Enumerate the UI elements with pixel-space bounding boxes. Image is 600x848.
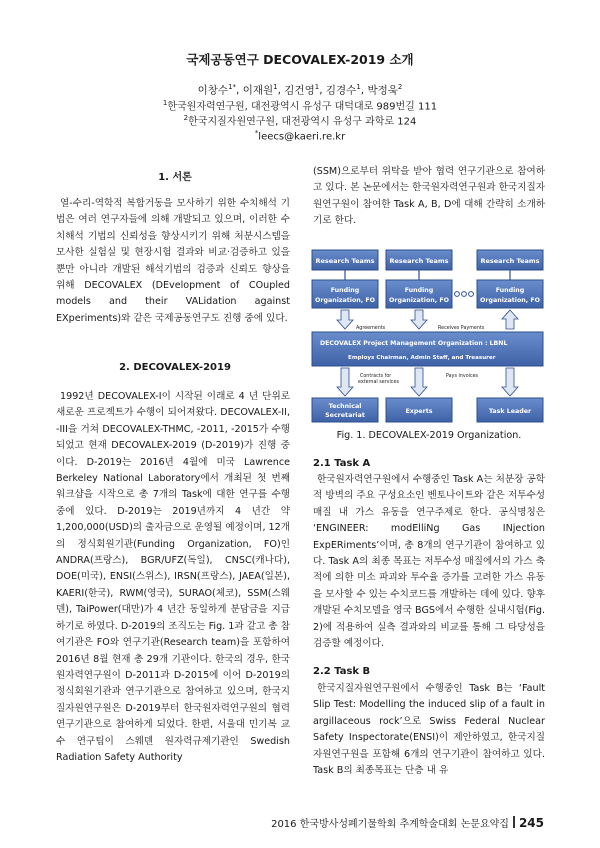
- affiliation-1: $^1$한국원자력연구원, 대전광역시 유성구 대덕대로 989번길 111: [162, 99, 438, 113]
- right-top-text: (SSM)으로부터 위탁을 받아 협력 연구기관으로 참여하고 있다. 본 논문에서는 한국원자력연구원과 한국지질자원연구원이 참여한 Task A, B, D에 대해 간략히 소개하기로 한다.: [313, 166, 545, 227]
- svg-text:Organization, FO: Organization, FO: [315, 297, 375, 304]
- receives-payments-label: Receives Payments: [438, 326, 485, 331]
- intro-text: 열-수리-역학적 복합거동을 모사하기 위한 수치해석 기법은 여러 연구자들에 의해 개발되고 있으며, 이러한 수치해석 기법의 신뢰성을 향상시키기 위해 처분시스템을 모사한 실험실 및 현장시험 결과와 비교·검증하고 있을 뿐만 아니라 개발된 해석기법의 검증과 신뢰도 향상을 위해 DECOVALEX (DEvelopment of COupled models and their VALidation against EXperiments)와 같은 국제공동연구도 진행 중에 있다.: [56, 198, 290, 324]
- section-heading-decovalex: 2. DECOVALEX-2019: [119, 362, 231, 373]
- technical-secretariat-box: [312, 398, 378, 422]
- research-team-box-2: [386, 250, 452, 270]
- research-team-box-3: [477, 250, 543, 270]
- task-leader-label: Task Leader: [488, 408, 532, 415]
- affiliation-2: $^2$한국지질자원연구원, 대전광역시 유성구 과학로 124: [183, 114, 417, 128]
- task-a-heading: 2.1 Task A: [313, 458, 371, 469]
- pmo-subtitle: Employs Chairman, Admin Staff, and Treasurer: [348, 355, 496, 361]
- section-heading-intro: 1. 서론: [158, 172, 192, 183]
- funding-org-box-1: [312, 280, 378, 308]
- research-team-label-2: Research Teams: [389, 257, 449, 265]
- author-list: 이창수$^{1*}$, 이재원$^1$, 김건영$^1$, 김경수$^1$, 박정욱$^2$: [197, 83, 403, 97]
- figure-caption: Fig. 1. DECOVALEX-2019 Organization.: [336, 430, 522, 441]
- page-number: 245: [518, 816, 544, 830]
- funding-org-box-3: [477, 280, 543, 308]
- down-arrow-5: [411, 368, 427, 396]
- pmo-title: DECOVALEX Project Management Organization : LBNL: [320, 340, 508, 347]
- svg-text:Funding: Funding: [495, 287, 525, 294]
- pays-invoices-label: Pays invoices: [446, 374, 479, 379]
- agreements-label: Agreements: [356, 326, 386, 331]
- research-team-label-1: Research Teams: [315, 257, 375, 265]
- down-arrow-1: [337, 310, 353, 329]
- experts-box: [386, 398, 452, 422]
- funding-org-box-2: [386, 280, 452, 308]
- research-team-box-1: [312, 250, 378, 270]
- pmo-box: [312, 332, 543, 366]
- up-arrow-3: [502, 310, 518, 329]
- svg-text:Funding: Funding: [330, 287, 360, 294]
- svg-text:Funding: Funding: [404, 287, 434, 294]
- experts-label: Experts: [405, 408, 433, 415]
- corresponding-email: *leecs@kaeri.re.kr: [254, 129, 346, 143]
- conference-name: 2016 한국방사성폐기물학회 추계학술대회 논문요약집: [271, 819, 509, 830]
- task-b-heading: 2.2 Task B: [313, 666, 371, 677]
- down-arrow-6: [502, 368, 518, 396]
- ellipsis-dots: [455, 292, 474, 297]
- contracts-label-2: external services: [358, 380, 399, 385]
- page-footer: [271, 815, 544, 830]
- task-leader-box: [477, 398, 543, 422]
- right-top-paragraph: [313, 164, 545, 230]
- contracts-label: Contracts for: [360, 374, 392, 379]
- svg-text:Organization, FO: Organization, FO: [389, 297, 449, 304]
- task-a-paragraph: [313, 472, 545, 652]
- footer-divider: [513, 816, 515, 828]
- task-a-text: 한국원자력연구원에서 수행중인 Task A는 처분장 공학적 방벽의 주요 구성요소인 벤토나이트와 같은 저투수성 매질 내 가스 유동을 연구주제로 한다. 공식명칭은 ‘ENGINEER: modElliNg Gas INjection ExpERiments’이며, 총 8개의 연구기관이 참여하고 있다. Task A의 최종 목표는 저투수성 매질에서의 가스 축적에 의한 미소 파괴와 투수율 증가를 고려한 가스 유동을 모사할 수 있는 수치코드를 개발하는 데에 있다. 향후 개발된 수치모델을 영국 BGS에서 수행한 실내시험(Fig. 2)에 적용하여 실측 결과와의 비교를 통해 그 타당성을 검증할 예정이다.: [313, 474, 545, 650]
- decovalex-paragraph: [56, 389, 290, 766]
- task-b-paragraph: [313, 681, 545, 779]
- svg-text:Technical: Technical: [328, 403, 362, 410]
- svg-text:Secretariat: Secretariat: [325, 412, 365, 419]
- paper-title: 국제공동연구 DECOVALEX-2019 소개: [186, 52, 414, 67]
- decovalex-text: 1992년 DECOVALEX-I이 시작된 이래로 4 년 단위로 새로운 프로젝트가 수행이 되어져왔다. DECOVALEX-II, -III을 거쳐 DECOVALEX-THMC, -2011, -2015가 수행되었고 현재 DECOVALEX-2019 (D-2019)가 진행 중이다. D-2019는 2016년 4월에 미국 Lawrence Berkeley National Laboratory에서 개최된 첫 번째 워크샵을 시작으로 총 7개의 Task에 대한 연구를 수행 중에 있다. D-2019는 2019년까지 4 년간 약 1,200,000(USD)의 출자금으로 운영될 예정이며, 12개의 정식회원기관(Funding Organization, FO)인 ANDRA(프랑스), BGR/UFZ(독일), CNSC(캐나다), DOE(미국), ENSI(스위스), IRSN(프랑스), JAEA(일본), KAERI(한국), RWM(영국), SURAO(체코), SSM(스웨덴), TaiPower(대만)가 4 년간 동일하게 분담금을 지급하기로 하였다. D-2019의 조직도는 Fig. 1과 같고 총 참여기관은 FO와 연구기관(Research team)을 포함하여 2016년 8월 현재 총 29개 기관이다. 한국의 경우, 한국원자력연구원이 D-2011과 D-2015에 이어 D-2019의 정식회원기관과 연구기관으로 참여하고 있으며, 한국지질자원연구원은 D-2019부터 한국원자력연구원의 협력 연구기관으로 참여하게 되었다. 한편, 서울대 민기복 교수 연구팀이 스웨덴 원자력규제기관인 Swedish Radiation Safety Authority: [56, 391, 291, 763]
- down-arrow-4: [337, 368, 353, 396]
- research-team-label-3: Research Teams: [480, 257, 540, 265]
- task-b-text: 한국지질자원연구원에서 수행중인 Task B는 ‘Fault Slip Test: Modelling the induced slip of a fault in argillaceous rock’으로 Swiss Federal Nuclear Safety Inspectorate(ENSI)이 제안하였고, 한국지질자원연구원을 포함해 6개의 연구기관이 참여하고 있다. Task B의 최종목표는 단층 내 유: [313, 683, 545, 777]
- down-arrow-2: [411, 310, 427, 329]
- intro-paragraph: [56, 196, 290, 327]
- organization-diagram: [310, 244, 546, 426]
- svg-text:Organization, FO: Organization, FO: [480, 297, 540, 304]
